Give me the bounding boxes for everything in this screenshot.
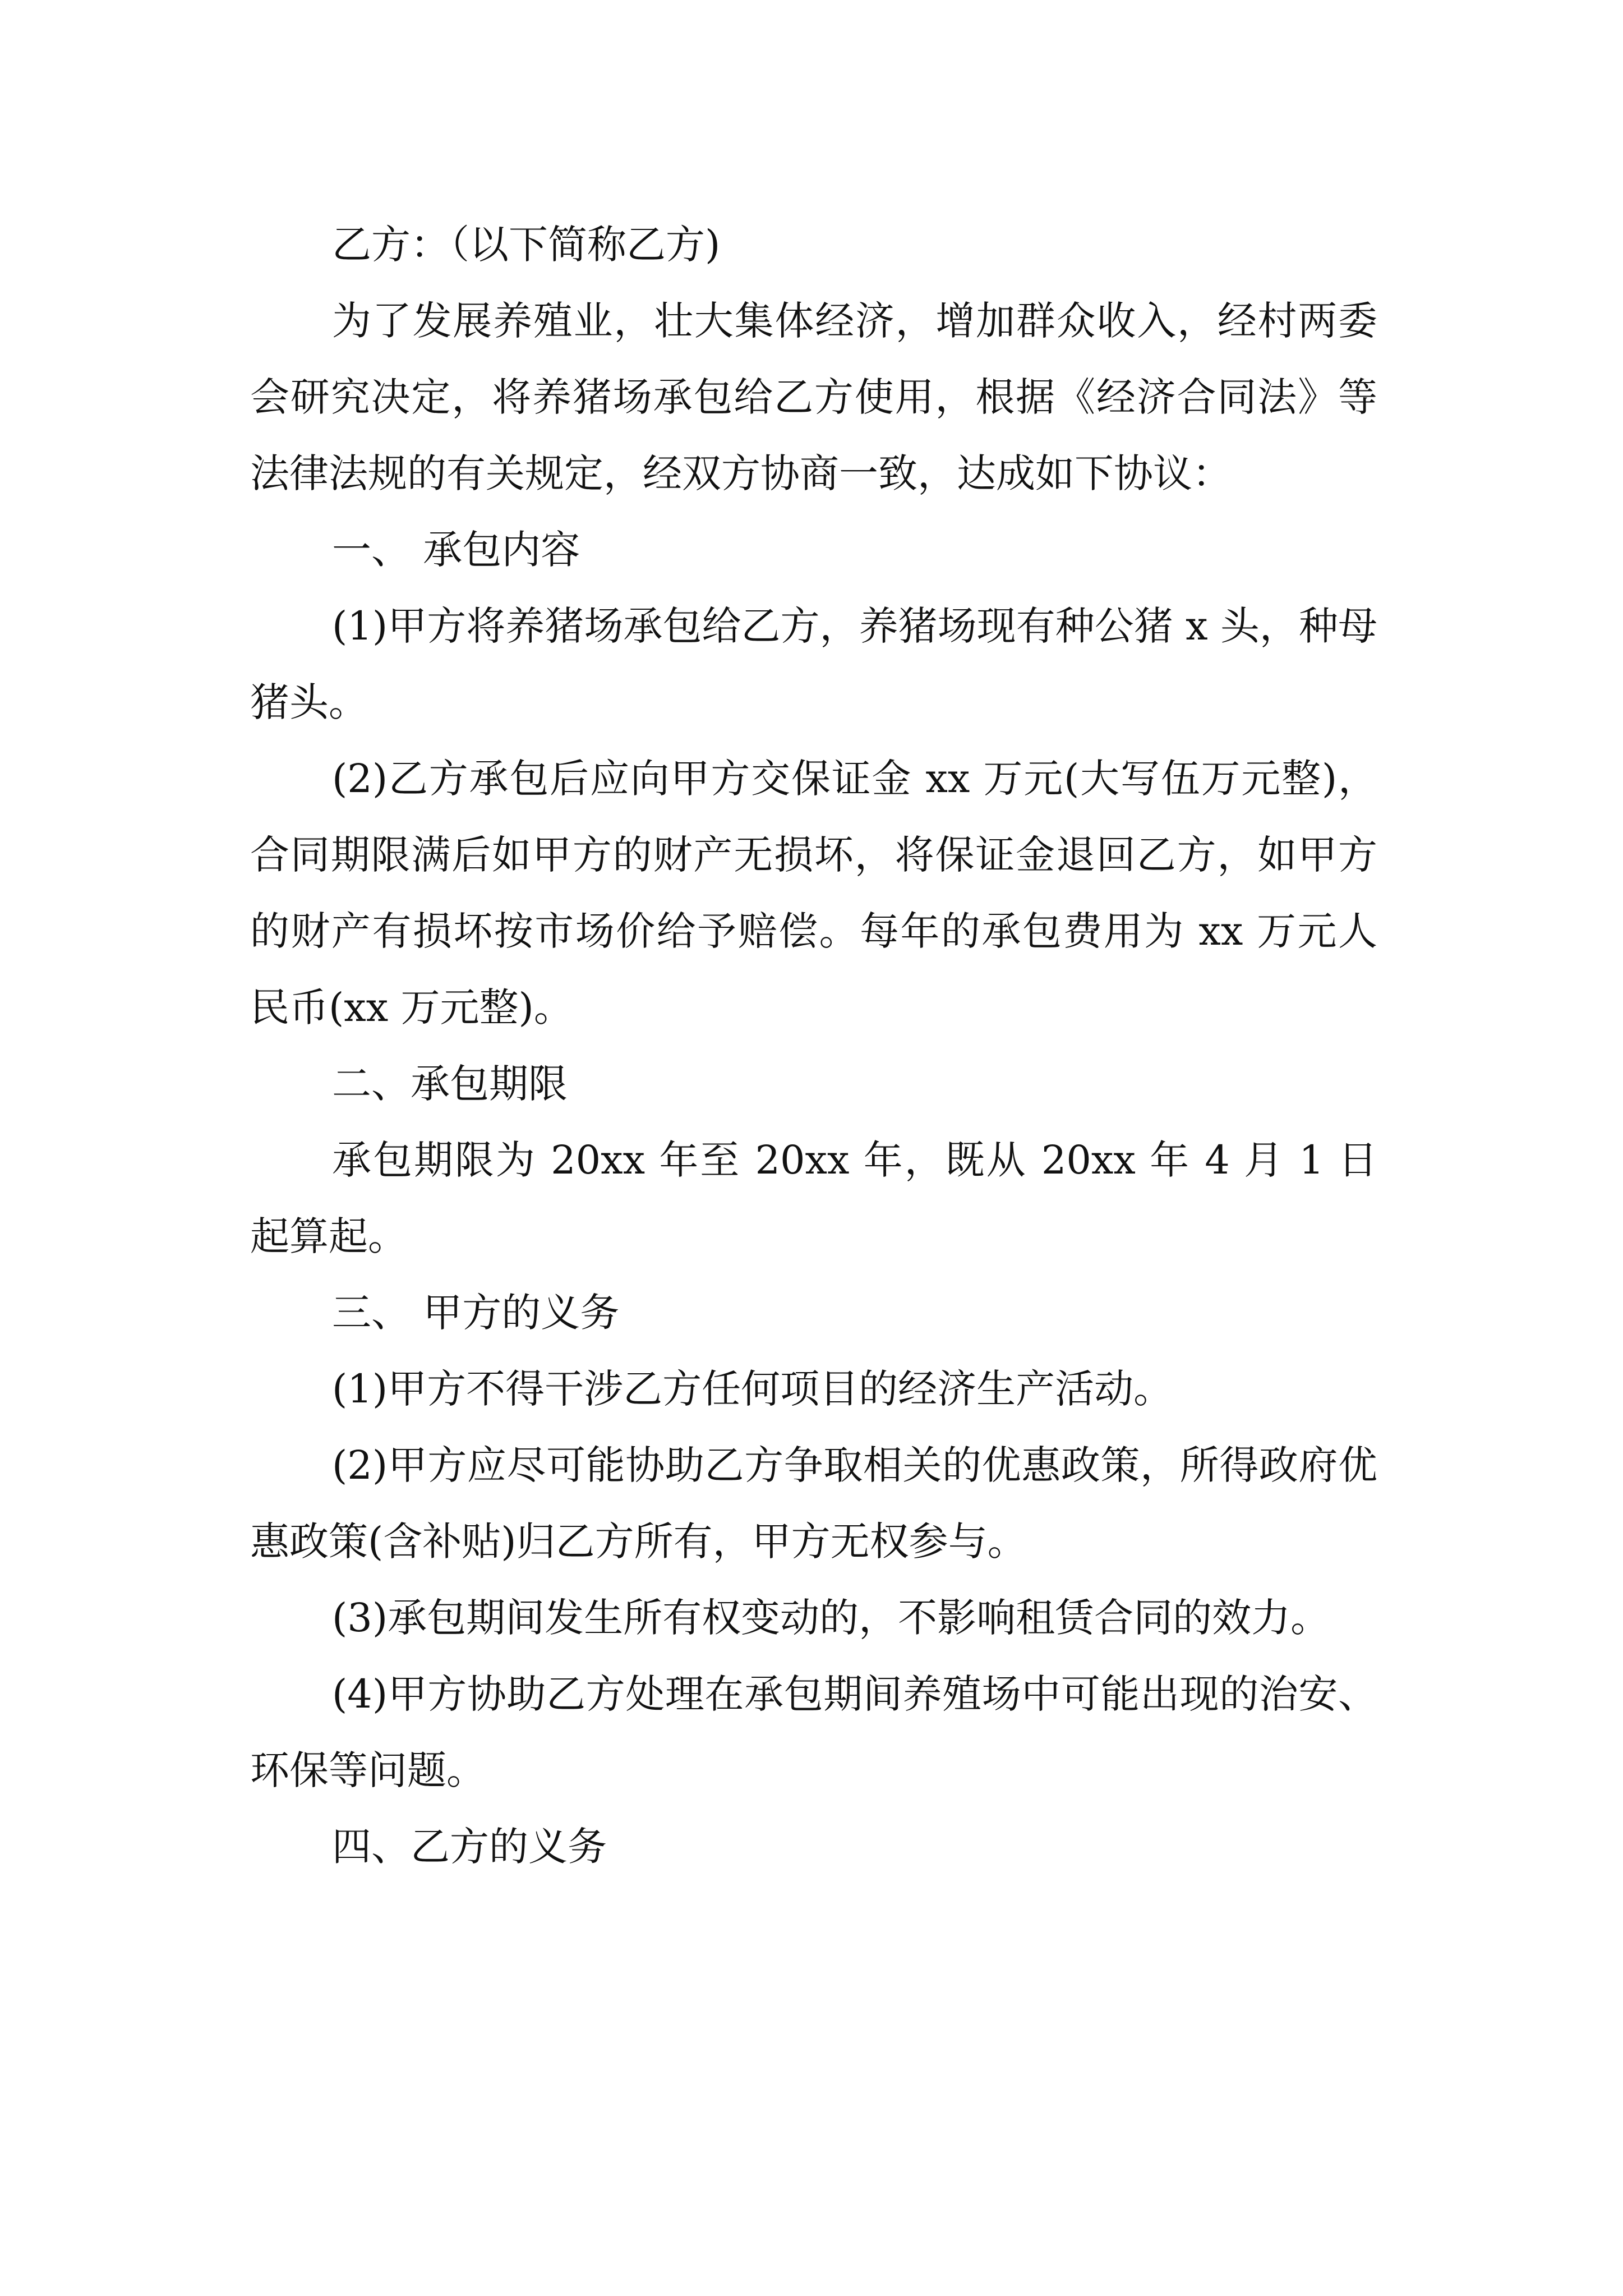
clause-1-1: (1)甲方将养猪场承包给乙方，养猪场现有种公猪 x 头，种母猪头。 [250, 603, 1377, 725]
section-heading-party-b-obligations: 四、乙方的义务 [332, 1824, 607, 1870]
clause-3-1: (1)甲方不得干涉乙方任何项目的经济生产活动。 [332, 1366, 1173, 1412]
clause-3-2: (2)甲方应尽可能协助乙方争取相关的优惠政策，所得政府优惠政策(含补贴)归乙方所有，甲方无权参与。 [250, 1442, 1377, 1565]
clause-3-3: (3)承包期间发生所有权变动的，不影响租赁合同的效力。 [332, 1595, 1330, 1641]
section-heading-contract-term: 二、承包期限 [332, 1061, 568, 1107]
party-b-line: 乙方：（以下简称乙方) [332, 222, 721, 268]
preamble-paragraph: 为了发展养殖业，壮大集体经济，增加群众收入，经村两委会研究决定，将养猪场承包给乙方使用，根据《经济合同法》等法律法规的有关规定，经双方协商一致，达成如下协议： [250, 298, 1377, 496]
section-heading-party-a-obligations: 三、 甲方的义务 [332, 1290, 620, 1336]
clause-1-2: (2)乙方承包后应向甲方交保证金 xx 万元(大写伍万元整)，合同期限满后如甲方的财产无损坏，将保证金退回乙方，如甲方的财产有损坏按市场价给予赔偿。每年的承包费用为 xx 万元人民币(xx 万元整)。 [250, 756, 1377, 1030]
contract-term-paragraph: 承包期限为 20xx 年至 20xx 年，既从 20xx 年 4 月 1 日起算起。 [250, 1137, 1377, 1259]
section-heading-contract-content: 一、 承包内容 [332, 527, 580, 573]
clause-3-4: (4)甲方协助乙方处理在承包期间养殖场中可能出现的治安、环保等问题。 [250, 1671, 1377, 1793]
document-body [250, 206, 1377, 1885]
